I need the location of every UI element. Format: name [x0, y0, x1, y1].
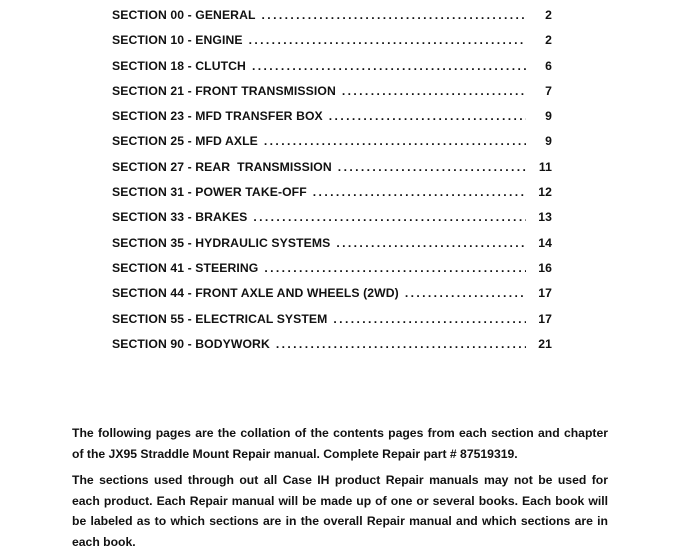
- toc-row: [112, 134, 552, 159]
- toc-leader-dots: [342, 84, 526, 98]
- toc-page-number: 11: [538, 159, 552, 174]
- table-of-contents: [112, 8, 552, 362]
- intro-paragraph: The following pages are the collation of the contents pages from each section and chapter of the JX95 Straddle Mount Repair manual. Complete Repair part # 87519319.: [72, 426, 608, 461]
- toc-row: [112, 59, 552, 84]
- toc-page-number: 2: [545, 33, 552, 48]
- toc-page-number: 6: [545, 58, 552, 73]
- toc-leader-dots: [313, 185, 526, 199]
- toc-leader-dots: [249, 33, 526, 47]
- toc-row: [112, 8, 552, 33]
- toc-page-number: 17: [538, 311, 552, 326]
- toc-page-number: 13: [538, 210, 552, 225]
- toc-leader-dots: [405, 286, 526, 300]
- toc-section-title: SECTION 31 - POWER TAKE-OFF: [112, 185, 307, 200]
- toc-section-title: SECTION 90 - BODYWORK: [112, 336, 270, 351]
- toc-section-title: SECTION 55 - ELECTRICAL SYSTEM: [112, 311, 328, 326]
- toc-leader-dots: [252, 59, 526, 73]
- toc-row: [112, 286, 552, 311]
- toc-section-title: SECTION 44 - FRONT AXLE AND WHEELS (2WD): [112, 286, 399, 301]
- toc-section-title: SECTION 33 - BRAKES: [112, 210, 248, 225]
- toc-page-number: 21: [538, 336, 552, 351]
- toc-section-title: SECTION 25 - MFD AXLE: [112, 134, 258, 149]
- toc-page-number: 12: [538, 185, 552, 200]
- toc-row: [112, 33, 552, 58]
- toc-row: [112, 210, 552, 235]
- toc-page-number: 14: [538, 235, 552, 250]
- toc-section-title: SECTION 41 - STEERING: [112, 260, 259, 275]
- toc-row: [112, 109, 552, 134]
- toc-row: [112, 236, 552, 261]
- sections-note-paragraph: The sections used through out all Case IH product Repair manuals may not be used for each product. Each Repair manual will be made up of one or several books. Each book will be labeled as to which sections are in the overall Repair manual and which sections are in each book.: [72, 473, 608, 549]
- toc-section-title: SECTION 10 - ENGINE: [112, 33, 243, 48]
- toc-leader-dots: [329, 109, 526, 123]
- toc-section-title: SECTION 00 - GENERAL: [112, 8, 256, 22]
- toc-page-number: 2: [545, 8, 552, 22]
- toc-leader-dots: [276, 337, 526, 351]
- toc-section-title: SECTION 18 - CLUTCH: [112, 58, 246, 73]
- toc-section-title: SECTION 21 - FRONT TRANSMISSION: [112, 83, 336, 98]
- toc-page-number: 9: [545, 134, 552, 149]
- toc-leader-dots: [336, 236, 526, 250]
- toc-row: [112, 337, 552, 362]
- toc-leader-dots: [264, 134, 526, 148]
- toc-leader-dots: [264, 261, 526, 275]
- toc-leader-dots: [253, 210, 526, 224]
- toc-row: [112, 261, 552, 286]
- toc-section-title: SECTION 23 - MFD TRANSFER BOX: [112, 109, 323, 124]
- toc-page-number: 17: [538, 286, 552, 301]
- toc-section-title: SECTION 35 - HYDRAULIC SYSTEMS: [112, 235, 331, 250]
- toc-page-number: 7: [545, 83, 552, 98]
- toc-page-number: 16: [538, 260, 552, 275]
- toc-row: [112, 185, 552, 210]
- toc-row: [112, 84, 552, 109]
- toc-leader-dots: [262, 8, 526, 22]
- toc-leader-dots: [338, 160, 526, 174]
- toc-leader-dots: [333, 312, 526, 326]
- toc-page-number: 9: [545, 109, 552, 124]
- toc-row: [112, 312, 552, 337]
- toc-row: [112, 160, 552, 185]
- toc-section-title: SECTION 27 - REAR TRANSMISSION: [112, 159, 332, 174]
